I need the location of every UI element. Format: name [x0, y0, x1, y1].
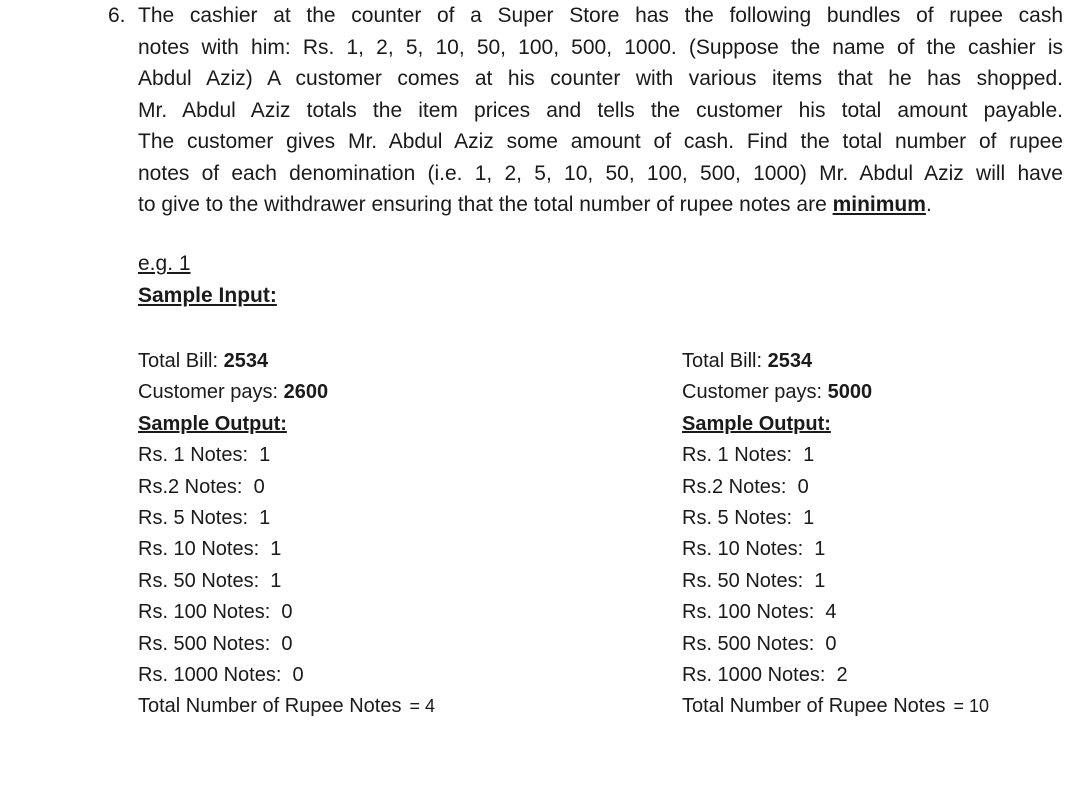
question-line: notes of each denomination (i.e. 1, 2, 5, 10, 50, 100, 500, 1000) Mr. Abdul Aziz will have: [138, 161, 1063, 185]
total-notes-row: [682, 691, 989, 722]
customer-pays-value: 2600: [283, 381, 329, 404]
total-notes-row: [138, 691, 435, 722]
note-row: Rs.2 Notes: 0: [138, 475, 265, 498]
total-notes-value: = 10: [953, 696, 990, 717]
note-row: Rs. 5 Notes: 1: [138, 506, 271, 529]
note-row: Rs. 500 Notes: 0: [682, 632, 837, 655]
note-row: Rs. 500 Notes: 0: [138, 632, 293, 655]
customer-pays-row: [682, 377, 989, 408]
problem-statement: [108, 0, 1063, 221]
question-line: Abdul Aziz) A customer comes at his counter with various items that he has shopped.: [138, 67, 1063, 90]
note-row: Rs.2 Notes: 0: [682, 475, 809, 498]
example-right-column: [682, 346, 989, 723]
total-notes-value: = 4: [409, 696, 435, 717]
note-row: Rs. 1000 Notes: 2: [682, 663, 848, 686]
note-row: Rs. 1000 Notes: 0: [138, 663, 304, 686]
question-last-line: [138, 189, 1063, 221]
question-line: notes with him: Rs. 1, 2, 5, 10, 50, 100, 500, 1000. (Suppose the name of the cashier is: [138, 35, 1063, 59]
example-label: e.g. 1: [138, 252, 191, 275]
sample-output-label: Sample Output:: [682, 412, 831, 435]
note-row: Rs. 1 Notes: 1: [138, 444, 271, 467]
sample-output-label: Sample Output:: [138, 412, 287, 435]
question-line: The cashier at the counter of a Super Store has the following bundles of rupee cash: [138, 4, 1063, 27]
note-row: Rs. 5 Notes: 1: [682, 506, 815, 529]
question-last-line-suffix: .: [925, 193, 932, 216]
question-line: The customer gives Mr. Abdul Aziz some amount of cash. Find the total number of rupee: [138, 130, 1063, 153]
customer-pays-label: Customer pays:: [138, 381, 284, 404]
minimum-emphasis: minimum: [832, 193, 926, 216]
customer-pays-label: Customer pays:: [682, 381, 828, 404]
sample-input-label: Sample Input:: [138, 284, 277, 307]
note-row: Rs. 50 Notes: 1: [138, 569, 282, 592]
customer-pays-value: 5000: [827, 381, 873, 404]
total-notes-label: Total Number of Rupee Notes: [682, 695, 946, 718]
customer-pays-row: [138, 377, 435, 408]
total-bill-label: Total Bill:: [682, 350, 768, 372]
total-notes-label: Total Number of Rupee Notes: [138, 695, 402, 718]
question-line: Mr. Abdul Aziz totals the item prices and tells the customer his total amount payable.: [138, 98, 1063, 122]
note-row: Rs. 10 Notes: 1: [682, 538, 826, 561]
note-row: Rs. 100 Notes: 0: [138, 601, 293, 624]
note-row: Rs. 10 Notes: 1: [138, 538, 282, 561]
note-row: Rs. 50 Notes: 1: [682, 569, 826, 592]
question-number: 6.: [108, 4, 126, 27]
note-row: Rs. 100 Notes: 4: [682, 601, 837, 624]
question-last-line-prefix: to give to the withdrawer ensuring that the total number of rupee notes are: [138, 193, 833, 216]
example-left-column: [138, 346, 435, 723]
note-row: Rs. 1 Notes: 1: [682, 444, 815, 467]
total-bill-value: 2534: [767, 350, 813, 372]
total-bill-label: Total Bill:: [138, 350, 224, 372]
total-bill-row: [138, 346, 435, 377]
total-bill-row: [682, 346, 989, 377]
question-text: [138, 0, 1063, 221]
total-bill-value: 2534: [223, 350, 269, 372]
